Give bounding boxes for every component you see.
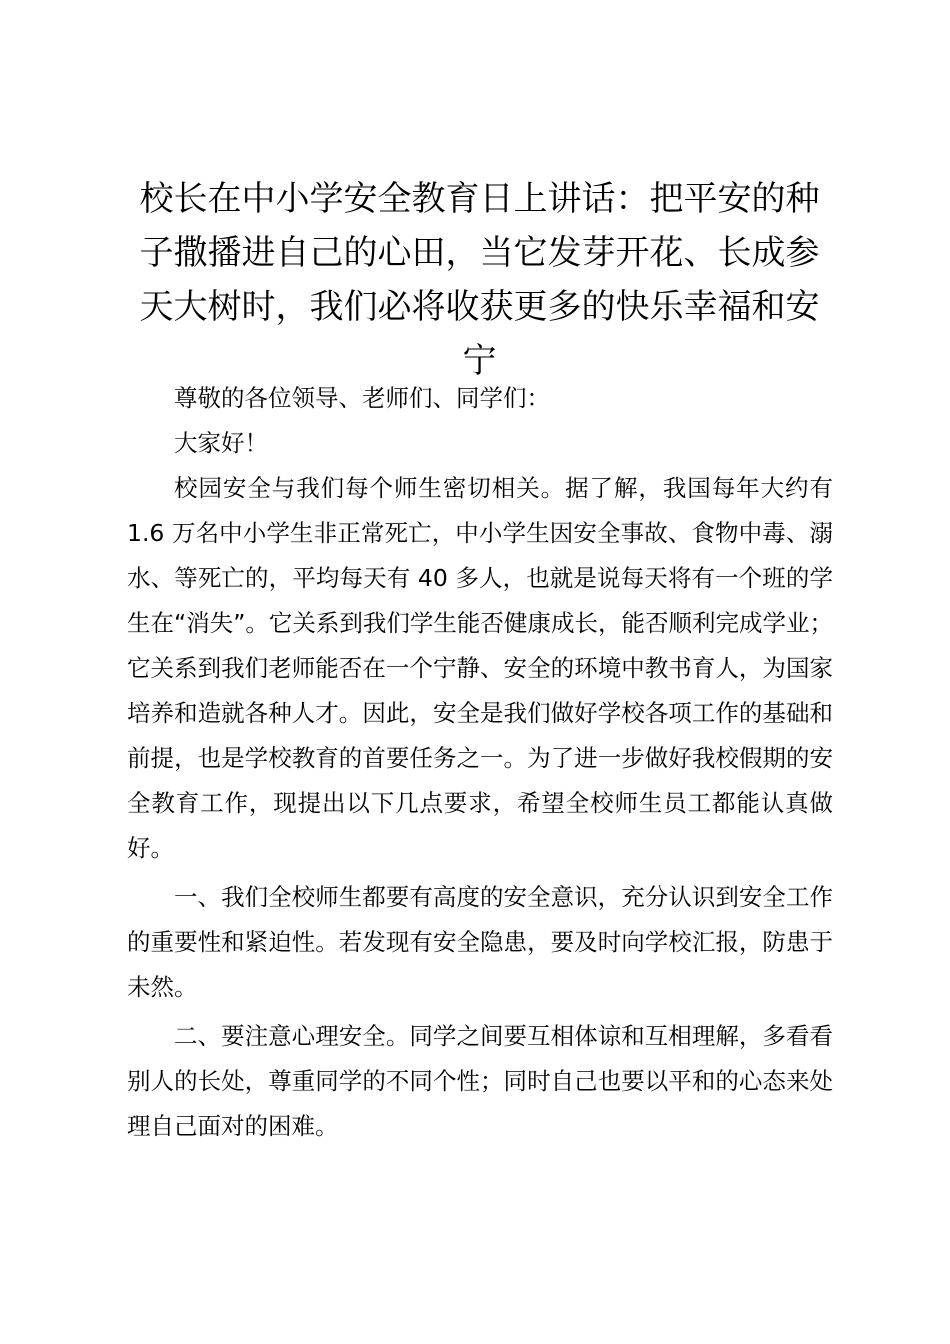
- body-paragraph-intro: 校园安全与我们每个师生密切相关。据了解，我国每年大约有 1.6 万名中小学生非正常死亡，中小学生因安全事故、食物中毒、溺水、等死亡的，平均每天有 40 多人，也就是说每天将有一个班的学生在“消失”。它关系到我们学生能否健康成长，能否顺利完成学业；它关系到我们老师能否在一个宁静、安全的环境中教书育人，为国家培养和造就各种人才。因此，安全是我们做好学校各项工作的基础和前提，也是学校教育的首要任务之一。为了进一步做好我校假期的安全教育工作，现提出以下几点要求，希望全校师生员工都能认真做好。: [127, 474, 833, 862]
- salutation-paragraph: 尊敬的各位领导、老师们、同学们：: [174, 384, 550, 412]
- body-paragraph-point-two: 二、要注意心理安全。同学之间要互相体谅和互相理解，多看看别人的长处，尊重同学的不同个性；同时自己也要以平和的心态来处理自己面对的困难。: [127, 1022, 833, 1140]
- document-title: 校长在中小学安全教育日上讲话：把平安的种子撒播进自己的心田，当它发芽开花、长成参天大树时，我们必将收获更多的快乐幸福和安宁: [139, 179, 820, 381]
- document-body: [127, 376, 833, 1149]
- greeting-paragraph: 大家好！: [174, 429, 268, 457]
- body-paragraph-point-one: 一、我们全校师生都要有高度的安全意识，充分认识到安全工作的重要性和紧迫性。若发现有安全隐患，要及时向学校汇报，防患于未然。: [127, 883, 833, 1001]
